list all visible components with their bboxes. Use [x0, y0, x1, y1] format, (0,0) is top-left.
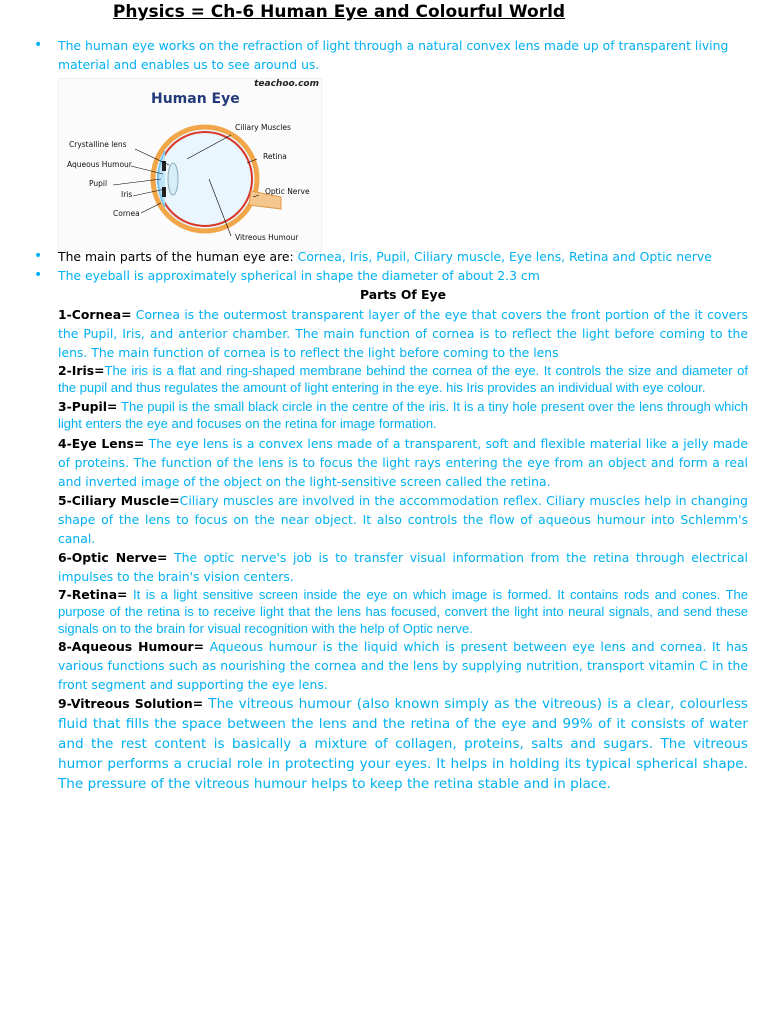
part-text: The pupil is the small black circle in the centre of the iris. It is a tiny hole present over the lens through which light enters the eye and focuses on the retina for image formation.: [58, 399, 748, 431]
main-parts-prefix: The main parts of the human eye are:: [58, 249, 298, 264]
label-aqueous-humour: Aqueous Humour: [67, 160, 132, 169]
label-retina: Retina: [263, 152, 287, 161]
intro-text: The human eye works on the refraction of light through a natural convex lens made up of transparent living material and enables us to see around us.: [58, 38, 729, 72]
part-cornea: [58, 305, 748, 362]
part-aqueous-humour: [58, 637, 748, 694]
part-ciliary-muscle: [58, 491, 748, 548]
part-pupil: [58, 398, 748, 432]
eyeball-text: The eyeball is approximately spherical in shape the diameter of about 2.3 cm: [58, 268, 540, 283]
part-title: 6-Optic Nerve=: [58, 550, 168, 565]
part-text: The vitreous humour (also known simply as the vitreous) is a clear, colourless fluid that fills the space between the lens and the retina of the eye and 99% of it consists of water and the rest content is basically a mixture of collagen, proteins, salts and sugars. The vitreous humor performs a crucial role in protecting your eyes. It helps in holding its typical spherical shape. The pressure of the vitreous humour helps to keep the retina stable and in place.: [58, 696, 748, 792]
parts-list: [58, 305, 748, 794]
bullet-list-2: [32, 247, 748, 285]
label-pupil: Pupil: [89, 179, 108, 188]
bullet-list: [32, 36, 748, 74]
part-text: Cornea is the outermost transparent layer of the eye that covers the front portion of the it covers the Pupil, Iris, and anterior chamber. The main function of cornea is to reflect the light before coming to the lens. The main function of cornea is to reflect the light before coming to the lens: [58, 307, 748, 360]
part-title: 8-Aqueous Humour=: [58, 639, 205, 654]
section-heading: Parts Of Eye: [359, 287, 446, 302]
bullet-dot-icon: •: [34, 267, 43, 283]
label-vitreous-humour: Vitreous Humour: [235, 233, 299, 242]
label-ciliary-muscles: Ciliary Muscles: [235, 123, 291, 132]
bullet-dot-icon: •: [34, 248, 43, 264]
part-text: Ciliary muscles are involved in the accommodation reflex. Ciliary muscles help in changing shape of the lens to focus on the near object. It also controls the flow of aqueous humour into Schlemm's canal.: [58, 493, 748, 546]
main-parts-list: Cornea, Iris, Pupil, Ciliary muscle, Eye lens, Retina and Optic nerve: [297, 249, 712, 264]
part-iris: [58, 362, 748, 396]
label-crystalline-lens: Crystalline lens: [69, 140, 127, 149]
part-title: 2-Iris=: [58, 363, 105, 378]
part-text: The optic nerve's job is to transfer visual information from the retina through electrical impulses to the brain's vision centers.: [58, 550, 748, 584]
part-eye-lens: [58, 434, 748, 491]
part-text: Aqueous humour is the liquid which is present between eye lens and cornea. It has various functions such as nourishing the cornea and the lens by supplying nutrition, transport vitamin C in the front segment and supporting the eye lens.: [58, 639, 748, 692]
main-parts-bullet: [32, 247, 748, 266]
page-title: Physics = Ch-6 Human Eye and Colourful World: [112, 2, 566, 22]
part-title: 7-Retina=: [58, 587, 128, 602]
bullet-dot-icon: •: [34, 37, 43, 53]
label-cornea: Cornea: [113, 209, 140, 218]
figure-title: Human Eye: [151, 91, 240, 107]
figure-brand: teachoo.com: [254, 79, 319, 89]
part-title: 3-Pupil=: [58, 399, 118, 414]
part-title: 4-Eye Lens=: [58, 436, 145, 451]
part-vitreous: [58, 694, 748, 794]
eyeball-bullet: [32, 266, 748, 285]
label-optic-nerve: Optic Nerve: [265, 187, 310, 196]
human-eye-diagram: [58, 78, 322, 252]
part-title: 1-Cornea=: [58, 307, 132, 322]
part-title: 5-Ciliary Muscle=: [58, 493, 180, 508]
part-retina: [58, 586, 748, 637]
part-text: It is a light sensitive screen inside the eye on which image is formed. It contains rods and cones. The purpose of the retina is to receive light that the lens has focused, convert the light into neural signals, and send these signals on to the brain for visual recognition with the help of Optic nerve.: [58, 587, 748, 636]
part-text: The eye lens is a convex lens made of a transparent, soft and flexible material like a jelly made of proteins. The function of the lens is to focus the light rays entering the eye from an object and form a real and inverted image of the object on the light-sensitive screen called the retina.: [58, 436, 749, 489]
part-text: The iris is a flat and ring-shaped membrane behind the cornea of the eye. It controls the size and diameter of the pupil and thus regulates the amount of light entering in the eye. his Iris provides an individual with eye colour.: [58, 363, 748, 395]
intro-bullet: [32, 36, 748, 74]
label-iris: Iris: [121, 190, 133, 199]
part-optic-nerve: [58, 548, 748, 586]
part-title: 9-Vitreous Solution=: [58, 696, 204, 711]
